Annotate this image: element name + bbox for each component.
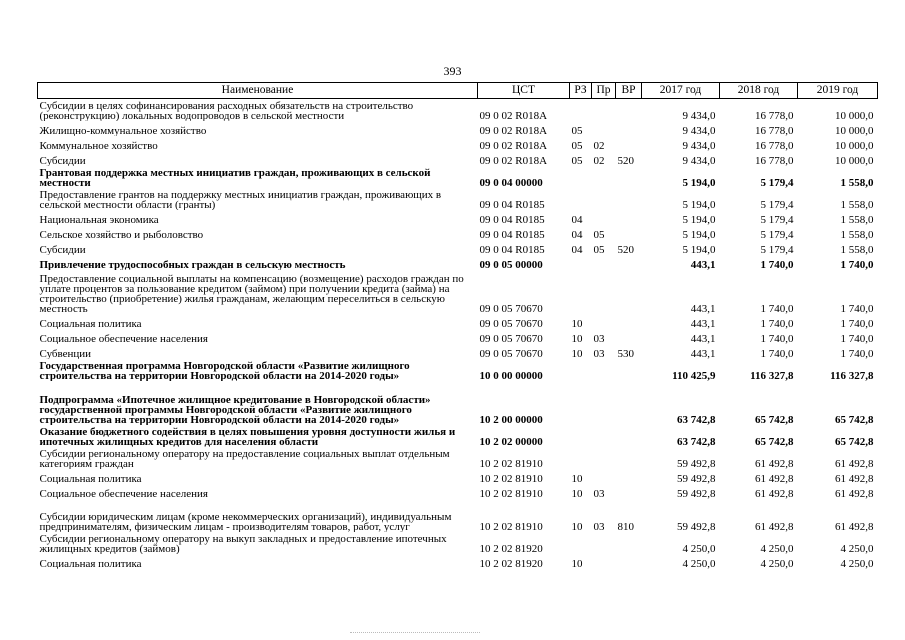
cell-cst: 09 0 02 R018A: [479, 155, 548, 166]
cell-pr: 03: [593, 348, 605, 359]
cell-vr: [616, 447, 642, 469]
cell-name: Государственная программа Новгородской области «Развитие жилищного строительства на территории Новгородской области на 2014-2020 годы»: [39, 360, 410, 381]
cell-cst: 10 2 02 00000: [479, 436, 543, 447]
cell-vr: [616, 314, 642, 329]
table-row: [38, 210, 878, 225]
cell-cst: 10 2 02 81920: [479, 558, 543, 569]
cell-rz: 10: [571, 558, 583, 569]
cell-2017: 9 434,0: [682, 155, 716, 166]
cell-2018: 1 740,0: [760, 303, 794, 314]
table-row: [38, 484, 878, 499]
col-header-2019: 2019 год: [798, 83, 878, 99]
cell-2017: 5 194,0: [682, 199, 716, 210]
cell-pr: [592, 425, 616, 447]
cell-2019: 61 492,8: [835, 521, 874, 532]
cell-2019: 61 492,8: [835, 458, 874, 469]
cell-pr: [592, 99, 616, 122]
cell-2018: 4 250,0: [760, 558, 794, 569]
cell-rz: [570, 166, 592, 188]
cell-name: Социальное обеспечение населения: [39, 488, 208, 499]
cell-vr: [616, 484, 642, 499]
cell-cst: 09 0 04 00000: [479, 177, 543, 188]
cell-2017: 4 250,0: [682, 543, 716, 554]
cell-cst: 09 0 04 R0185: [479, 229, 545, 240]
cell-rz: [570, 532, 592, 554]
cell-2018: 5 179,4: [760, 214, 794, 225]
cell-2019: 116 327,8: [830, 370, 874, 381]
budget-table: [37, 82, 878, 569]
cell-pr: [592, 554, 616, 569]
table-row: [38, 225, 878, 240]
cell-vr: [616, 121, 642, 136]
cell-2017: 63 742,8: [677, 436, 716, 447]
cell-rz: 04: [571, 244, 583, 255]
cell-pr: [592, 532, 616, 554]
cell-2019: 1 558,0: [840, 214, 874, 225]
cell-rz: 10: [571, 488, 583, 499]
cell-2017: 5 194,0: [682, 244, 716, 255]
cell-cst: 09 0 02 R018A: [479, 110, 548, 121]
cell-rz: 10: [571, 348, 583, 359]
table-row: [38, 240, 878, 255]
cell-2018: 61 492,8: [755, 488, 794, 499]
cell-vr: [616, 270, 642, 314]
cell-2019: 1 740,0: [840, 303, 874, 314]
cell-name: Субсидии: [39, 155, 86, 166]
cell-vr: [616, 210, 642, 225]
cell-pr: [592, 188, 616, 210]
col-header-vr: ВР: [616, 83, 642, 99]
table-row: [38, 121, 878, 136]
cell-2018: 1 740,0: [760, 348, 794, 359]
cell-2017: 59 492,8: [677, 521, 716, 532]
cell-2018: 5 179,4: [760, 177, 794, 188]
cell-pr: 05: [593, 229, 605, 240]
cell-2018: 61 492,8: [755, 473, 794, 484]
footer-divider: [350, 632, 480, 634]
cell-2018: 5 179,4: [760, 229, 794, 240]
cell-pr: 02: [593, 155, 605, 166]
cell-vr: [616, 469, 642, 484]
cell-vr: [616, 554, 642, 569]
cell-name: Оказание бюджетного содействия в целях повышения уровня доступности жилья и ипотечных жилищных кредитов для населения области: [39, 426, 456, 447]
cell-2019: 4 250,0: [840, 558, 874, 569]
cell-2018: 16 778,0: [755, 155, 794, 166]
cell-2019: 1 740,0: [840, 333, 874, 344]
table-row: [38, 499, 878, 532]
cell-vr: [616, 381, 642, 425]
cell-rz: 05: [571, 125, 583, 136]
cell-2019: 1 740,0: [840, 259, 874, 270]
cell-2018: 61 492,8: [755, 521, 794, 532]
cell-2019: 61 492,8: [835, 473, 874, 484]
table-header: [38, 83, 878, 99]
cell-vr: 530: [617, 348, 634, 359]
cell-2019: 1 740,0: [840, 318, 874, 329]
table-row: [38, 381, 878, 425]
cell-rz: 10: [571, 473, 583, 484]
cell-2018: 65 742,8: [755, 414, 794, 425]
cell-2017: 443,1: [690, 259, 716, 270]
cell-vr: [616, 329, 642, 344]
cell-2017: 443,1: [690, 333, 716, 344]
cell-2017: 59 492,8: [677, 488, 716, 499]
cell-name: Предоставление грантов на поддержку местных инициатив граждан, проживающих в сельской местности области (гранты): [39, 189, 442, 210]
cell-rz: 10: [571, 521, 583, 532]
cell-cst: 09 0 05 70670: [479, 348, 543, 359]
cell-rz: 04: [571, 214, 583, 225]
col-header-rz: РЗ: [570, 83, 592, 99]
cell-cst: 09 0 02 R018A: [479, 140, 548, 151]
cell-name: Подпрограмма «Ипотечное жилищное кредитование в Новгородской области» государственной программы Новгородской области «Развитие жилищного строительства на территории Новгородской области на 2014-2020 годы»: [39, 394, 431, 425]
cell-rz: 05: [571, 155, 583, 166]
cell-pr: 05: [593, 244, 605, 255]
table-row: [38, 329, 878, 344]
cell-2018: 1 740,0: [760, 333, 794, 344]
table-row: [38, 151, 878, 166]
cell-2018: 5 179,4: [760, 244, 794, 255]
cell-name: Субсидии региональному оператору на предоставление социальных выплат отдельным категориям граждан: [39, 448, 450, 469]
page-number: 393: [443, 64, 462, 78]
cell-cst: 09 0 04 R0185: [479, 214, 545, 225]
cell-rz: 05: [571, 140, 583, 151]
cell-2019: 65 742,8: [835, 414, 874, 425]
table-row: [38, 344, 878, 359]
cell-pr: [592, 447, 616, 469]
col-header-cst: ЦСТ: [478, 83, 570, 99]
cell-cst: 10 2 02 81910: [479, 488, 543, 499]
cell-cst: 09 0 04 R0185: [479, 244, 545, 255]
cell-2018: 61 492,8: [755, 458, 794, 469]
cell-2018: 1 740,0: [760, 318, 794, 329]
cell-cst: 10 0 00 00000: [479, 370, 543, 381]
cell-rz: 04: [571, 229, 583, 240]
cell-name: Привлечение трудоспособных граждан в сельскую местность: [39, 259, 346, 270]
cell-vr: [616, 532, 642, 554]
cell-cst: 10 2 02 81920: [479, 543, 543, 554]
cell-vr: [616, 166, 642, 188]
cell-pr: 03: [593, 488, 605, 499]
cell-2017: 5 194,0: [682, 229, 716, 240]
cell-cst: 10 2 02 81910: [479, 473, 543, 484]
table-row: [38, 425, 878, 447]
cell-vr: [616, 188, 642, 210]
table-row: [38, 314, 878, 329]
cell-cst: 10 2 02 81910: [479, 521, 543, 532]
cell-pr: [592, 166, 616, 188]
cell-vr: [616, 359, 642, 381]
cell-pr: [592, 255, 616, 270]
cell-name: Социальное обеспечение населения: [39, 333, 208, 344]
cell-name: Социальная политика: [39, 473, 142, 484]
cell-name: Грантовая поддержка местных инициатив граждан, проживающих в сельской местности: [39, 167, 431, 188]
cell-rz: [570, 255, 592, 270]
cell-pr: [592, 314, 616, 329]
table-row: [38, 188, 878, 210]
cell-2019: 1 740,0: [840, 348, 874, 359]
col-header-name: Наименование: [38, 83, 478, 99]
table-row: [38, 554, 878, 569]
cell-2017: 9 434,0: [682, 140, 716, 151]
table-row: [38, 255, 878, 270]
cell-cst: 09 0 05 00000: [479, 259, 543, 270]
col-header-2017: 2017 год: [642, 83, 720, 99]
cell-vr: 810: [617, 521, 634, 532]
cell-2019: 10 000,0: [835, 140, 874, 151]
cell-2018: 116 327,8: [750, 370, 794, 381]
cell-name: Социальная политика: [39, 318, 142, 329]
cell-name: Жилищно-коммунальное хозяйство: [39, 125, 207, 136]
cell-2017: 59 492,8: [677, 473, 716, 484]
cell-pr: [592, 359, 616, 381]
cell-name: Сельское хозяйство и рыболовство: [39, 229, 204, 240]
cell-2017: 110 425,9: [672, 370, 716, 381]
cell-2017: 443,1: [690, 303, 716, 314]
cell-name: Коммунальное хозяйство: [39, 140, 158, 151]
cell-2017: 9 434,0: [682, 110, 716, 121]
cell-2019: 10 000,0: [835, 110, 874, 121]
cell-name: Предоставление социальной выплаты на компенсацию (возмещение) расходов граждан по уплате процентов за пользование кредитом (займом) при получении кредита (займа) на строительство (приобретение) жилья гражданам, желающим переселиться в сельскую местность: [39, 273, 464, 314]
cell-2017: 4 250,0: [682, 558, 716, 569]
cell-name: Социальная политика: [39, 558, 142, 569]
cell-pr: [592, 270, 616, 314]
cell-pr: [592, 121, 616, 136]
cell-2018: 16 778,0: [755, 110, 794, 121]
cell-vr: [616, 255, 642, 270]
table-row: [38, 166, 878, 188]
cell-2018: 5 179,4: [760, 199, 794, 210]
cell-vr: 520: [617, 155, 634, 166]
cell-rz: 10: [571, 318, 583, 329]
cell-name: Субсидии: [39, 244, 86, 255]
cell-2019: 1 558,0: [840, 229, 874, 240]
cell-2017: 59 492,8: [677, 458, 716, 469]
cell-2019: 10 000,0: [835, 155, 874, 166]
cell-cst: 09 0 02 R018A: [479, 125, 548, 136]
cell-vr: [616, 136, 642, 151]
cell-rz: [570, 99, 592, 122]
cell-cst: 09 0 05 70670: [479, 303, 543, 314]
cell-2019: 1 558,0: [840, 199, 874, 210]
cell-vr: 520: [617, 244, 634, 255]
table-row: [38, 359, 878, 381]
cell-2019: 1 558,0: [840, 244, 874, 255]
cell-rz: [570, 447, 592, 469]
cell-rz: [570, 188, 592, 210]
cell-pr: [592, 210, 616, 225]
col-header-2018: 2018 год: [720, 83, 798, 99]
cell-2018: 16 778,0: [755, 125, 794, 136]
cell-2018: 1 740,0: [760, 259, 794, 270]
table-row: [38, 532, 878, 554]
cell-rz: [570, 425, 592, 447]
cell-vr: [616, 99, 642, 122]
cell-2017: 443,1: [690, 348, 716, 359]
cell-2017: 9 434,0: [682, 125, 716, 136]
cell-cst: 09 0 05 70670: [479, 318, 543, 329]
cell-2018: 4 250,0: [760, 543, 794, 554]
cell-2019: 1 558,0: [840, 177, 874, 188]
cell-2018: 16 778,0: [755, 140, 794, 151]
cell-rz: [570, 359, 592, 381]
table-row: [38, 447, 878, 469]
cell-2019: 65 742,8: [835, 436, 874, 447]
table-row: [38, 469, 878, 484]
cell-cst: 09 0 04 R0185: [479, 199, 545, 210]
cell-name: Субсидии региональному оператору на выкуп закладных и предоставление ипотечных жилищных кредитов (займов): [39, 533, 447, 554]
table-body: [38, 99, 878, 570]
cell-pr: 03: [593, 521, 605, 532]
table-row: [38, 270, 878, 314]
cell-cst: 09 0 05 70670: [479, 333, 543, 344]
cell-2019: 10 000,0: [835, 125, 874, 136]
table-row: [38, 136, 878, 151]
cell-vr: [616, 225, 642, 240]
cell-rz: [570, 270, 592, 314]
cell-vr: [616, 425, 642, 447]
cell-pr: 03: [593, 333, 605, 344]
cell-pr: 02: [593, 140, 605, 151]
cell-2017: 63 742,8: [677, 414, 716, 425]
cell-2018: 65 742,8: [755, 436, 794, 447]
cell-name: Национальная экономика: [39, 214, 159, 225]
col-header-pr: Пр: [592, 83, 616, 99]
cell-2017: 5 194,0: [682, 177, 716, 188]
cell-name: Субсидии юридическим лицам (кроме некоммерческих организаций), индивидуальным предпринимателям, физическим лицам - производителям товаров, работ, услуг: [39, 511, 452, 532]
cell-2019: 61 492,8: [835, 488, 874, 499]
cell-name: Субвенции: [39, 348, 92, 359]
cell-rz: [570, 381, 592, 425]
cell-pr: [592, 381, 616, 425]
cell-pr: [592, 469, 616, 484]
cell-rz: 10: [571, 333, 583, 344]
cell-2019: 4 250,0: [840, 543, 874, 554]
cell-cst: 10 2 02 81910: [479, 458, 543, 469]
cell-2017: 5 194,0: [682, 214, 716, 225]
cell-cst: 10 2 00 00000: [479, 414, 543, 425]
table-row: [38, 99, 878, 122]
cell-name: Субсидии в целях софинансирования расходных обязательств на строительство (реконструкцию) локальных водопроводов в сельской местности: [39, 100, 414, 121]
cell-2017: 443,1: [690, 318, 716, 329]
